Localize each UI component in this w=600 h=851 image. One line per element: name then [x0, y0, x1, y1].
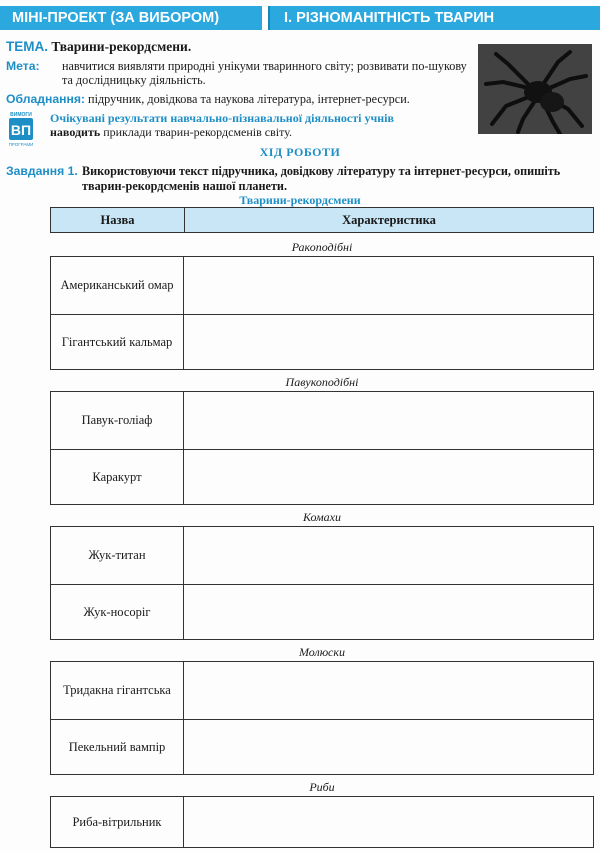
- group-block-arachnids: [50, 391, 594, 505]
- expected-title: Очікувані результати навчально-пізнавальної діяльності учнів: [50, 111, 394, 125]
- group-title-insects: Комахи: [50, 508, 594, 527]
- chapter-banner: [268, 6, 600, 30]
- equipment-label: Обладнання:: [6, 92, 85, 106]
- animal-name: Тридакна гігантська: [51, 662, 184, 719]
- animal-name: Каракурт: [51, 449, 184, 505]
- group-block-insects: [50, 526, 594, 640]
- group-block-crustaceans: [50, 256, 594, 370]
- mini-project-title: МІНІ-ПРОЕКТ (ЗА ВИБОРОМ): [12, 10, 220, 26]
- equipment-line: [6, 92, 476, 106]
- animal-name: Гігантський кальмар: [51, 314, 184, 370]
- topic-line: [6, 40, 191, 54]
- goal-text: навчитися виявляти природні унікуми тваринного світу; розвивати по-шукову та дослідницьку діяльність.: [62, 59, 467, 87]
- task-text: Використовуючи текст підручника, довідкову літературу та інтернет-ресурси, опишіть тварин-рекордсменів нашої планети.: [82, 164, 561, 193]
- chapter-title: І. РІЗНОМАНІТНІСТЬ ТВАРИН: [284, 10, 495, 26]
- group-title-crustaceans: Ракоподібні: [50, 238, 594, 257]
- animal-name: Пекельний вампір: [51, 719, 184, 775]
- group-block-fish: [50, 796, 594, 848]
- group-block-mollusks: [50, 661, 594, 775]
- svg-text:ПРОГРАМИ: ПРОГРАМИ: [8, 142, 34, 147]
- group-title-arachnids: Павукоподібні: [50, 373, 594, 392]
- expected-line: [50, 125, 470, 139]
- animal-name: Жук-титан: [51, 527, 184, 584]
- column-header-description: Характеристика: [342, 212, 436, 227]
- spider-photo: [478, 44, 592, 134]
- equipment-text: підручник, довідкова та наукова література, інтернет-ресурси.: [88, 92, 410, 106]
- group-title-mollusks: Молюски: [50, 643, 594, 662]
- table-caption: Тварини-рекордсмени: [239, 193, 361, 207]
- task-label: Завдання 1.: [6, 164, 78, 178]
- expected-verb: наводить: [50, 125, 101, 139]
- svg-text:ВИМОГИ: ВИМОГИ: [10, 112, 32, 118]
- expected-results: [50, 111, 470, 139]
- expected-text: приклади тварин-рекордсменів світу.: [103, 125, 293, 139]
- program-requirements-logo: [6, 110, 36, 148]
- svg-text:ВП: ВП: [10, 122, 32, 138]
- column-header-name: Назва: [51, 208, 185, 232]
- animal-name: Американський омар: [51, 257, 184, 314]
- topic-label: ТЕМА.: [6, 39, 48, 54]
- animal-name: Жук-носоріг: [51, 584, 184, 640]
- goal-label: Мета:: [6, 59, 40, 73]
- section-banner: [0, 6, 262, 30]
- animal-name: Павук-голіаф: [51, 392, 184, 449]
- progress-heading: ХІД РОБОТИ: [259, 145, 341, 159]
- animal-name: Риба-вітрильник: [51, 797, 184, 847]
- table-header: [50, 207, 594, 233]
- topic-text: Тварини-рекордсмени.: [51, 39, 192, 54]
- group-title-fish: Риби: [50, 778, 594, 797]
